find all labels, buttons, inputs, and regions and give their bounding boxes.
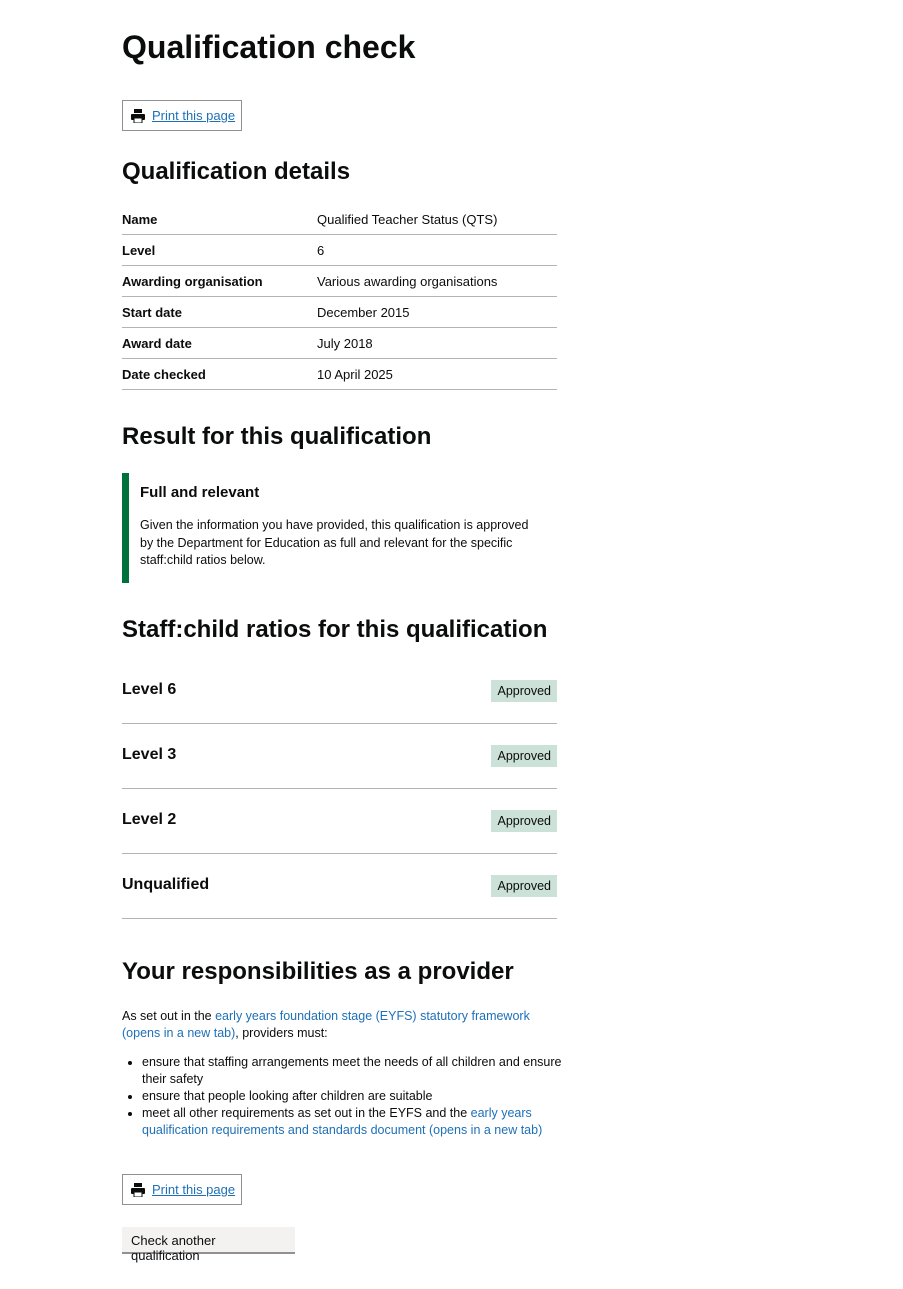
- page-title: Qualification check: [122, 29, 416, 65]
- row-value: 10 April 2025: [317, 359, 557, 390]
- print-link[interactable]: Print this page: [152, 108, 236, 123]
- table-row: [122, 235, 557, 266]
- intro-text: As set out in the: [122, 1009, 216, 1023]
- responsibilities-intro: [122, 1008, 562, 1042]
- row-value: Various awarding organisations: [317, 266, 557, 297]
- row-value: 6: [317, 235, 557, 266]
- row-value: December 2015: [317, 297, 557, 328]
- row-key: Award date: [122, 328, 317, 359]
- eyfs-framework-link[interactable]: early years foundation stage (EYFS) statutory framework (opens in a new tab): [122, 1009, 530, 1040]
- row-value: Qualified Teacher Status (QTS): [317, 204, 557, 235]
- printer-icon: [131, 109, 145, 123]
- table-row: [122, 297, 557, 328]
- ratio-row: [122, 724, 557, 789]
- table-row: [122, 266, 557, 297]
- table-row: [122, 359, 557, 390]
- qualification-requirements-link[interactable]: early years qualification requirements and standards document (opens in a new tab): [142, 1106, 543, 1137]
- ratio-row: [122, 854, 557, 919]
- table-row: [122, 204, 557, 235]
- result-text: Given the information you have provided, this qualification is approved by the Department for Education as full and relevant for the specific staff:child ratios below.: [140, 518, 529, 567]
- check-another-qualification-button[interactable]: Check another qualification: [122, 1227, 295, 1254]
- table-row: [122, 328, 557, 359]
- responsibilities-body: [122, 1008, 562, 1139]
- row-key: Level: [122, 235, 317, 266]
- status-badge: Approved: [491, 875, 557, 897]
- row-value: July 2018: [317, 328, 557, 359]
- status-badge: Approved: [491, 680, 557, 702]
- responsibilities-heading: Your responsibilities as a provider: [122, 958, 514, 985]
- list-item: • ensure that staffing arrangements meet the needs of all children and ensure their safety: [142, 1054, 562, 1088]
- list-item-text: meet all other requirements as set out in the EYFS and the: [142, 1106, 471, 1120]
- responsibilities-list: [122, 1054, 562, 1139]
- print-button[interactable]: [122, 100, 242, 131]
- details-table: [122, 204, 557, 390]
- status-badge: Approved: [491, 810, 557, 832]
- print-button-bottom[interactable]: [122, 1174, 242, 1205]
- row-key: Start date: [122, 297, 317, 328]
- ratio-row: [122, 789, 557, 854]
- row-key: Name: [122, 204, 317, 235]
- result-inset: [122, 473, 542, 583]
- status-badge: Approved: [491, 745, 557, 767]
- ratio-label: Level 2: [122, 811, 177, 828]
- printer-icon: [131, 1183, 145, 1197]
- ratio-label: Unqualified: [122, 876, 210, 893]
- ratio-row: [122, 659, 557, 724]
- result-heading: Result for this qualification: [122, 423, 432, 450]
- result-title: Full and relevant: [140, 484, 260, 501]
- ratio-label: Level 3: [122, 746, 177, 763]
- ratios-list: [122, 659, 557, 919]
- list-item: [142, 1105, 562, 1139]
- ratio-label: Level 6: [122, 681, 177, 698]
- print-link[interactable]: Print this page: [152, 1182, 236, 1197]
- details-heading: Qualification details: [122, 158, 351, 185]
- list-item: • ensure that people looking after children are suitable: [142, 1088, 562, 1105]
- row-key: Date checked: [122, 359, 317, 390]
- ratios-heading: Staff:child ratios for this qualification: [122, 616, 548, 643]
- intro-text-end: , providers must:: [235, 1026, 328, 1040]
- row-key: Awarding organisation: [122, 266, 317, 297]
